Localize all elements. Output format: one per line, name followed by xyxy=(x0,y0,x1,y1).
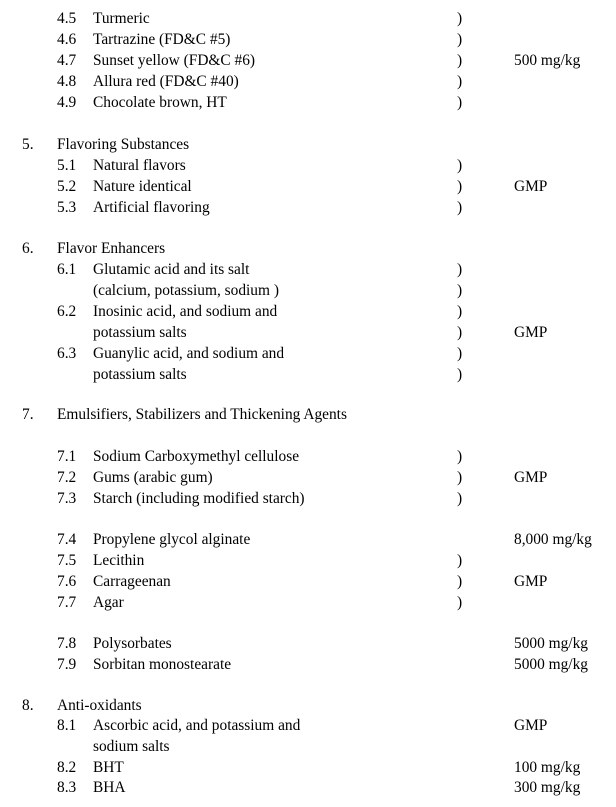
item-label: Polysorbates xyxy=(93,635,172,652)
item-label: Natural flavors xyxy=(93,157,186,174)
item-number: 5.2 xyxy=(57,178,77,195)
section-number: 6. xyxy=(22,240,34,257)
section-title: Flavor Enhancers xyxy=(57,240,166,257)
group-bracket: ) xyxy=(457,157,463,174)
limit-value: 100 mg/kg xyxy=(514,759,581,776)
item-label: Allura red (FD&C #40) xyxy=(93,73,239,90)
limit-value: 8,000 mg/kg xyxy=(514,531,592,548)
section-heading xyxy=(0,238,616,259)
item-number: 7.2 xyxy=(57,469,77,486)
item-label: Lecithin xyxy=(93,552,145,569)
item-label: Agar xyxy=(93,594,124,611)
item-number: 4.7 xyxy=(57,52,77,69)
group-bracket: ) xyxy=(457,73,463,90)
item-number: 7.9 xyxy=(57,656,77,673)
list-item xyxy=(0,529,616,550)
list-item xyxy=(0,259,616,280)
list-item xyxy=(0,301,616,322)
list-item xyxy=(0,50,616,71)
list-item xyxy=(0,488,616,509)
list-item xyxy=(0,343,616,364)
group-bracket: ) xyxy=(457,552,463,569)
item-label: Gums (arabic gum) xyxy=(93,469,213,486)
item-number: 6.2 xyxy=(57,303,77,320)
item-number: 6.1 xyxy=(57,261,77,278)
item-number: 7.6 xyxy=(57,573,77,590)
list-item xyxy=(0,550,616,571)
item-label: Sodium Carboxymethyl cellulose xyxy=(93,448,300,465)
item-label: sodium salts xyxy=(93,738,170,755)
group-bracket: ) xyxy=(457,345,463,362)
section-number: 8. xyxy=(22,697,34,714)
item-label: Propylene glycol alginate xyxy=(93,531,251,548)
limit-value: 5000 mg/kg xyxy=(514,656,588,673)
limit-value: 5000 mg/kg xyxy=(514,635,588,652)
group-bracket: ) xyxy=(457,448,463,465)
item-number: 5.1 xyxy=(57,157,77,174)
section-heading xyxy=(0,404,616,425)
group-bracket: ) xyxy=(457,282,463,299)
item-label: Guanylic acid, and sodium and xyxy=(93,345,285,362)
section-number: 5. xyxy=(22,136,34,153)
item-number: 4.9 xyxy=(57,94,77,111)
item-number: 8.1 xyxy=(57,717,77,734)
item-label: BHT xyxy=(93,759,124,776)
limit-value: GMP xyxy=(514,717,548,734)
item-label: Sorbitan monostearate xyxy=(93,656,232,673)
item-number: 7.1 xyxy=(57,448,77,465)
section-title: Flavoring Substances xyxy=(57,136,190,153)
section-heading xyxy=(0,695,616,716)
item-label: Carrageenan xyxy=(93,573,171,590)
item-label: Chocolate brown, HT xyxy=(93,94,227,111)
list-item xyxy=(0,155,616,176)
group-bracket: ) xyxy=(457,324,463,341)
item-number: 7.7 xyxy=(57,594,77,611)
item-label: Tartrazine (FD&C #5) xyxy=(93,31,231,48)
list-item xyxy=(0,777,616,798)
group-bracket: ) xyxy=(457,178,463,195)
limit-value: GMP xyxy=(514,178,548,195)
list-item xyxy=(0,8,616,29)
item-label: potassium salts xyxy=(93,324,187,341)
group-bracket: ) xyxy=(457,94,463,111)
section-title: Emulsifiers, Stabilizers and Thickening Agents xyxy=(57,406,347,423)
group-bracket: ) xyxy=(457,199,463,216)
item-label: Starch (including modified starch) xyxy=(93,490,305,507)
limit-value: 500 mg/kg xyxy=(514,52,581,69)
section-heading xyxy=(0,134,616,155)
group-bracket: ) xyxy=(457,10,463,27)
item-label: Nature identical xyxy=(93,178,192,195)
group-bracket: ) xyxy=(457,469,463,486)
item-label: Artificial flavoring xyxy=(93,199,210,216)
group-bracket: ) xyxy=(457,261,463,278)
list-item xyxy=(0,715,616,736)
list-item xyxy=(0,467,616,488)
list-item xyxy=(0,322,616,343)
item-number: 4.8 xyxy=(57,73,77,90)
list-item xyxy=(0,280,616,301)
limit-value: GMP xyxy=(514,469,548,486)
group-bracket: ) xyxy=(457,573,463,590)
list-item xyxy=(0,736,616,757)
item-label: potassium salts xyxy=(93,366,187,383)
item-number: 7.8 xyxy=(57,635,77,652)
item-label: Turmeric xyxy=(93,10,150,27)
item-number: 4.5 xyxy=(57,10,77,27)
group-bracket: ) xyxy=(457,366,463,383)
list-item xyxy=(0,364,616,385)
item-number: 7.5 xyxy=(57,552,77,569)
list-item xyxy=(0,571,616,592)
item-number: 5.3 xyxy=(57,199,77,216)
item-number: 8.2 xyxy=(57,759,77,776)
item-label: Ascorbic acid, and potassium and xyxy=(93,717,301,734)
group-bracket: ) xyxy=(457,31,463,48)
group-bracket: ) xyxy=(457,52,463,69)
item-number: 7.4 xyxy=(57,531,77,548)
list-item xyxy=(0,71,616,92)
group-bracket: ) xyxy=(457,303,463,320)
item-label: Glutamic acid and its salt xyxy=(93,261,250,278)
limit-value: 300 mg/kg xyxy=(514,779,581,796)
list-item xyxy=(0,592,616,613)
item-number: 4.6 xyxy=(57,31,77,48)
item-number: 7.3 xyxy=(57,490,77,507)
group-bracket: ) xyxy=(457,594,463,611)
section-title: Anti-oxidants xyxy=(57,697,142,714)
item-number: 8.3 xyxy=(57,779,77,796)
group-bracket: ) xyxy=(457,490,463,507)
item-label: Sunset yellow (FD&C #6) xyxy=(93,52,256,69)
list-item xyxy=(0,446,616,467)
list-item xyxy=(0,654,616,675)
list-item xyxy=(0,176,616,197)
list-item xyxy=(0,757,616,778)
section-number: 7. xyxy=(22,406,34,423)
list-item xyxy=(0,197,616,218)
item-number: 6.3 xyxy=(57,345,77,362)
list-item xyxy=(0,92,616,113)
list-item xyxy=(0,633,616,654)
item-label: (calcium, potassium, sodium ) xyxy=(93,282,279,299)
limit-value: GMP xyxy=(514,324,548,341)
list-item xyxy=(0,29,616,50)
limit-value: GMP xyxy=(514,573,548,590)
item-label: Inosinic acid, and sodium and xyxy=(93,303,278,320)
item-label: BHA xyxy=(93,779,126,796)
